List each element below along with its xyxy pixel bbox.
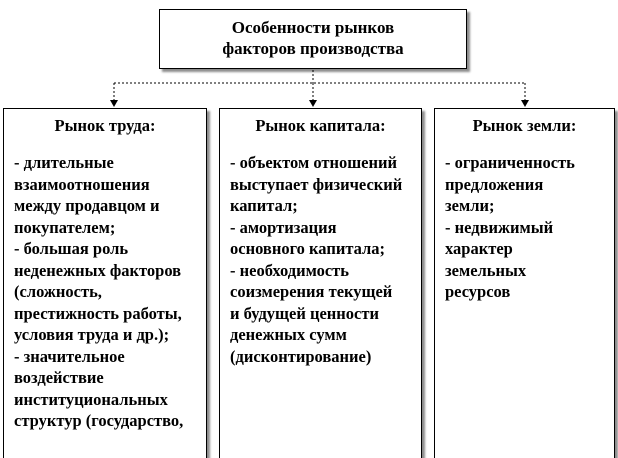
land-market-list: [435, 152, 614, 303]
list-item: - большая роль неденежных факторов (сложность, престижность работы, условия труда и др.);: [14, 239, 182, 344]
title-box: [159, 9, 467, 69]
land-market-box: [434, 108, 615, 458]
list-item: - необходимость соизмерения текущей и будущей ценности денежных сумм (дисконтирование): [230, 260, 393, 366]
capital-market-title: Рынок капитала:: [255, 116, 386, 135]
labor-market-list: [4, 152, 206, 432]
list-item: - длительные взаимоотношения между продавцом и покупателем;: [14, 153, 160, 237]
list-item: - значительное воздействие институциональных структур (государство,: [14, 346, 184, 430]
capital-market-box: [219, 108, 422, 458]
arrowhead-capital-icon: [309, 100, 317, 107]
land-market-title: Рынок земли:: [472, 116, 577, 135]
arrowhead-land-icon: [521, 100, 529, 107]
list-item: - объектом отношений выступает физический капитал;: [230, 153, 403, 215]
capital-market-list: [220, 152, 421, 367]
labor-market-box: [3, 108, 207, 458]
labor-market-title: Рынок труда:: [54, 116, 156, 135]
list-item: - ограниченность предложения земли;: [445, 153, 575, 215]
list-item: - амортизация основного капитала;: [230, 217, 386, 258]
arrowhead-labor-icon: [110, 100, 118, 107]
list-item: - недвижимый характер земельных ресурсов: [445, 217, 554, 301]
title-line-2: факторов производства: [222, 39, 404, 58]
title-line-1: Особенности рынков: [231, 18, 395, 37]
